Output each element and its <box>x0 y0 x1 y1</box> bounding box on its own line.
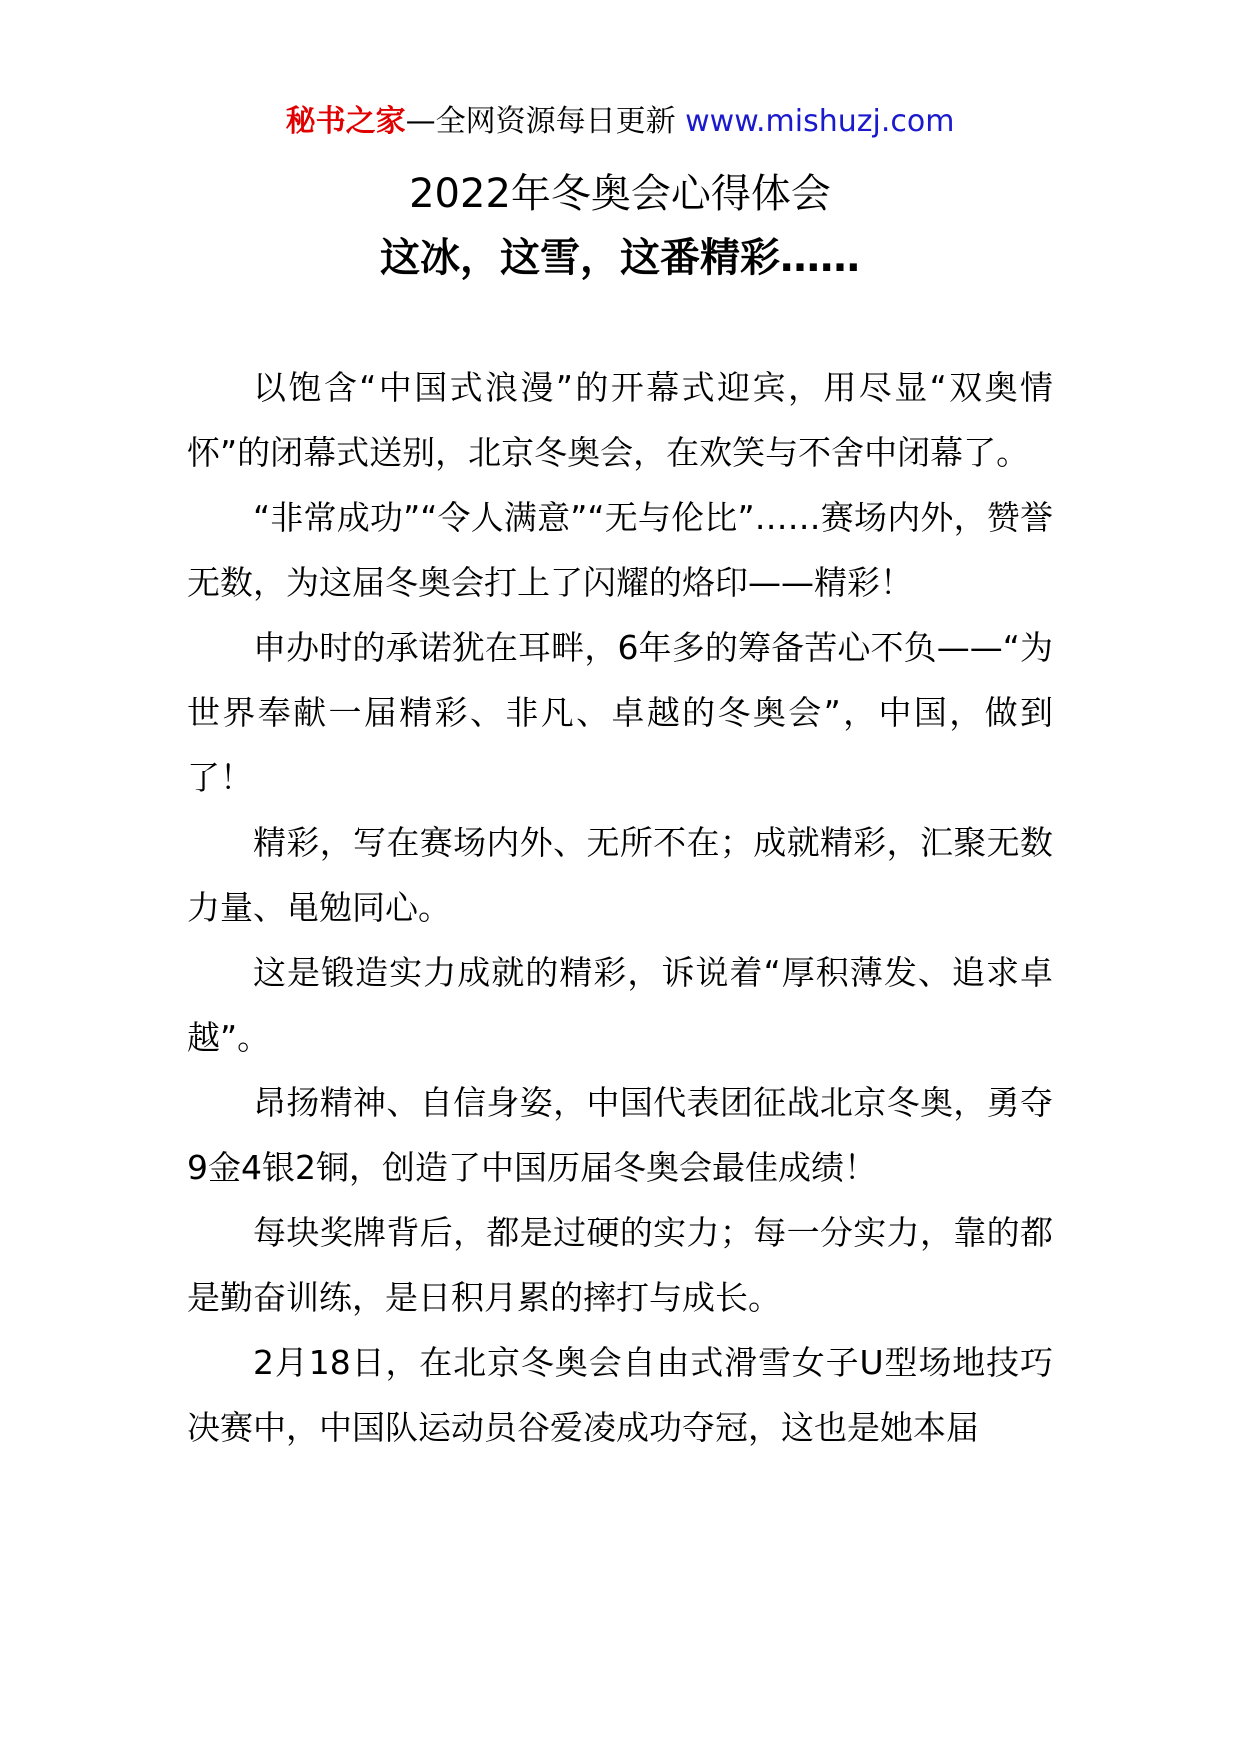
document-subtitle: 这冰，这雪，这番精彩…… <box>380 235 860 281</box>
document-title: 2022年冬奥会心得体会 <box>409 171 831 217</box>
body-paragraph: 申办时的承诺犹在耳畔，6年多的筹备苦心不负——“为世界奉献一届精彩、非凡、卓越的冬奥会”，中国，做到了！ <box>187 628 1053 797</box>
site-brand: 秘书之家 <box>285 104 406 139</box>
body-paragraph: 每块奖牌背后，都是过硬的实力；每一分实力，靠的都是勤奋训练，是日积月累的摔打与成长。 <box>187 1213 1053 1317</box>
site-url-link[interactable]: www.mishuzj.com <box>685 104 955 139</box>
body-paragraph: 昂扬精神、自信身姿，中国代表团征战北京冬奥，勇夺9金4银2铜，创造了中国历届冬奥会最佳成绩！ <box>187 1083 1053 1187</box>
body-paragraph: “非常成功”“令人满意”“无与伦比”……赛场内外，赞誉无数，为这届冬奥会打上了闪耀的烙印——精彩！ <box>187 498 1053 602</box>
body-paragraph: 以饱含“中国式浪漫”的开幕式迎宾，用尽显“双奥情怀”的闭幕式送别，北京冬奥会，在欢笑与不舍中闭幕了。 <box>187 368 1053 472</box>
site-tagline: —全网资源每日更新 <box>405 104 686 139</box>
document-body <box>187 355 1053 1460</box>
body-paragraph: 2月18日，在北京冬奥会自由式滑雪女子U型场地技巧决赛中，中国队运动员谷爱凌成功夺冠，这也是她本届 <box>187 1343 1053 1447</box>
site-header <box>0 100 1240 144</box>
body-paragraph: 精彩，写在赛场内外、无所不在；成就精彩，汇聚无数力量、黾勉同心。 <box>187 823 1053 927</box>
body-paragraph: 这是锻造实力成就的精彩，诉说着“厚积薄发、追求卓越”。 <box>187 953 1053 1057</box>
